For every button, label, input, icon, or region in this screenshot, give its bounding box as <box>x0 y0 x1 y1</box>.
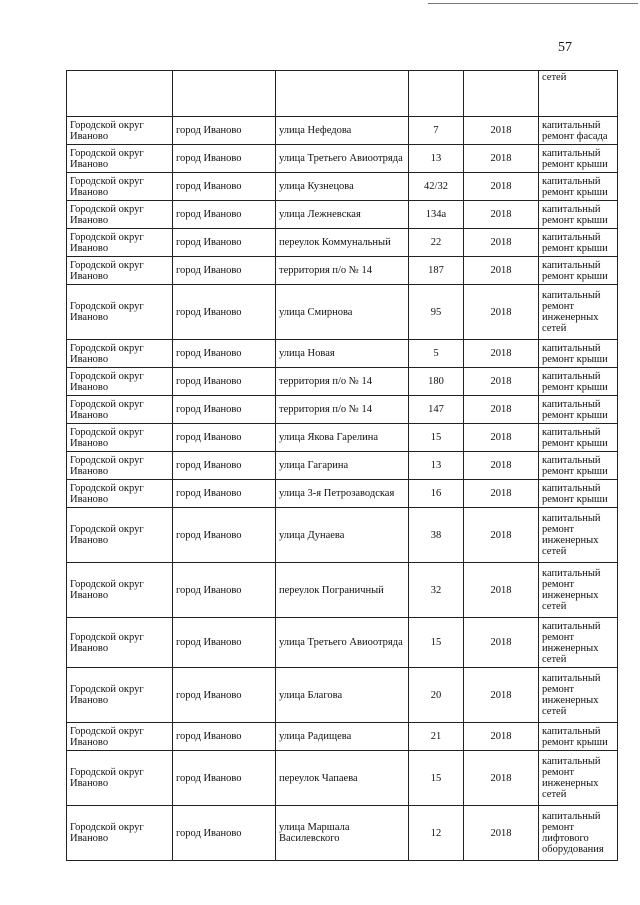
page-number: 57 <box>558 40 572 55</box>
cell-okrug: Городской округ Иваново <box>67 257 173 285</box>
cell-year: 2018 <box>464 668 539 723</box>
cell-work: капитальный ремонт крыши <box>539 201 618 229</box>
cell-street: улица Гагарина <box>276 452 409 480</box>
cell-street: переулок Чапаева <box>276 751 409 806</box>
continuation-cell: сетей <box>539 71 618 117</box>
cell-okrug: Городской округ Иваново <box>67 618 173 668</box>
cell-city: город Иваново <box>173 145 276 173</box>
table-row <box>67 368 618 396</box>
cell-house: 16 <box>409 480 464 508</box>
cell-work: капитальный ремонт лифтового оборудования <box>539 806 618 861</box>
cell-street: улица Благова <box>276 668 409 723</box>
cell-year: 2018 <box>464 751 539 806</box>
cell-city: город Иваново <box>173 229 276 257</box>
table-row <box>67 257 618 285</box>
cell-house: 15 <box>409 424 464 452</box>
table-row <box>67 145 618 173</box>
cell-city: город Иваново <box>173 257 276 285</box>
cell-year: 2018 <box>464 480 539 508</box>
cell-city: город Иваново <box>173 751 276 806</box>
cell-house: 38 <box>409 508 464 563</box>
cell-house: 12 <box>409 806 464 861</box>
top-rule <box>428 3 638 4</box>
cell-okrug: Городской округ Иваново <box>67 396 173 424</box>
cell-work: капитальный ремонт инженерных сетей <box>539 618 618 668</box>
cell-house: 147 <box>409 396 464 424</box>
cell-street: улица Смирнова <box>276 285 409 340</box>
cell-city: город Иваново <box>173 806 276 861</box>
table-row <box>67 173 618 201</box>
table-row <box>67 806 618 861</box>
cell-work: капитальный ремонт крыши <box>539 173 618 201</box>
cell-year: 2018 <box>464 618 539 668</box>
cell-work: капитальный ремонт крыши <box>539 452 618 480</box>
cell-okrug: Городской округ Иваново <box>67 340 173 368</box>
cell-street: улица Третьего Авиоотряда <box>276 145 409 173</box>
cell-okrug: Городской округ Иваново <box>67 424 173 452</box>
cell-okrug: Городской округ Иваново <box>67 563 173 618</box>
cell-house: 13 <box>409 145 464 173</box>
cell-street: улица Лежневская <box>276 201 409 229</box>
cell-year: 2018 <box>464 424 539 452</box>
cell-okrug: Городской округ Иваново <box>67 201 173 229</box>
cell-year: 2018 <box>464 396 539 424</box>
cell-city: город Иваново <box>173 452 276 480</box>
cell-work: капитальный ремонт крыши <box>539 368 618 396</box>
cell-okrug: Городской округ Иваново <box>67 723 173 751</box>
cell-house: 5 <box>409 340 464 368</box>
cell-year: 2018 <box>464 452 539 480</box>
table-continuation-row <box>67 71 618 117</box>
cell-work: капитальный ремонт крыши <box>539 424 618 452</box>
cell-house: 32 <box>409 563 464 618</box>
cell-work: капитальный ремонт крыши <box>539 396 618 424</box>
table-row <box>67 480 618 508</box>
cell-house: 7 <box>409 117 464 145</box>
cell-city: город Иваново <box>173 618 276 668</box>
cell-house: 20 <box>409 668 464 723</box>
table-row <box>67 723 618 751</box>
table-row <box>67 452 618 480</box>
table-row <box>67 285 618 340</box>
cell-city: город Иваново <box>173 368 276 396</box>
cell-street: улица Маршала Василевского <box>276 806 409 861</box>
cell-okrug: Городской округ Иваново <box>67 285 173 340</box>
cell-okrug: Городской округ Иваново <box>67 751 173 806</box>
table-row <box>67 618 618 668</box>
cell-year: 2018 <box>464 723 539 751</box>
cell-year: 2018 <box>464 229 539 257</box>
table-row <box>67 424 618 452</box>
cell-work: капитальный ремонт крыши <box>539 480 618 508</box>
registry-table <box>66 70 618 861</box>
cell-street: переулок Пограничный <box>276 563 409 618</box>
cell-street: улица Новая <box>276 340 409 368</box>
table-row <box>67 396 618 424</box>
cell-okrug: Городской округ Иваново <box>67 173 173 201</box>
cell-year: 2018 <box>464 173 539 201</box>
cell-work: капитальный ремонт крыши <box>539 229 618 257</box>
table-row <box>67 340 618 368</box>
cell-work: капитальный ремонт инженерных сетей <box>539 285 618 340</box>
cell-house: 15 <box>409 618 464 668</box>
cell-city: город Иваново <box>173 396 276 424</box>
cell-street: улица Нефедова <box>276 117 409 145</box>
cell-city: город Иваново <box>173 173 276 201</box>
cell-city: город Иваново <box>173 117 276 145</box>
cell-work: капитальный ремонт крыши <box>539 257 618 285</box>
table-row <box>67 751 618 806</box>
cell-city: город Иваново <box>173 285 276 340</box>
cell-year: 2018 <box>464 117 539 145</box>
cell-okrug: Городской округ Иваново <box>67 806 173 861</box>
cell-city: город Иваново <box>173 424 276 452</box>
cell-year: 2018 <box>464 508 539 563</box>
cell-city: город Иваново <box>173 508 276 563</box>
cell-house: 95 <box>409 285 464 340</box>
cell-okrug: Городской округ Иваново <box>67 668 173 723</box>
cell-street: улица Дунаева <box>276 508 409 563</box>
cell-year: 2018 <box>464 145 539 173</box>
cell-street: переулок Коммунальный <box>276 229 409 257</box>
cell-year: 2018 <box>464 340 539 368</box>
cell-city: город Иваново <box>173 563 276 618</box>
cell-year: 2018 <box>464 563 539 618</box>
cell-house: 15 <box>409 751 464 806</box>
cell-work: капитальный ремонт крыши <box>539 340 618 368</box>
table-row <box>67 508 618 563</box>
cell-okrug: Городской округ Иваново <box>67 368 173 396</box>
cell-city: город Иваново <box>173 201 276 229</box>
cell-work: капитальный ремонт инженерных сетей <box>539 668 618 723</box>
cell-house: 134а <box>409 201 464 229</box>
table-row <box>67 201 618 229</box>
cell-okrug: Городской округ Иваново <box>67 117 173 145</box>
cell-street: территория п/о № 14 <box>276 257 409 285</box>
cell-house: 21 <box>409 723 464 751</box>
table-row <box>67 668 618 723</box>
cell-okrug: Городской округ Иваново <box>67 480 173 508</box>
cell-work: капитальный ремонт крыши <box>539 723 618 751</box>
cell-city: город Иваново <box>173 723 276 751</box>
cell-work: капитальный ремонт крыши <box>539 145 618 173</box>
cell-street: улица Третьего Авиоотряда <box>276 618 409 668</box>
cell-house: 42/32 <box>409 173 464 201</box>
table-row <box>67 563 618 618</box>
cell-house: 187 <box>409 257 464 285</box>
cell-city: город Иваново <box>173 340 276 368</box>
cell-street: улица Радищева <box>276 723 409 751</box>
cell-year: 2018 <box>464 257 539 285</box>
cell-house: 13 <box>409 452 464 480</box>
cell-work: капитальный ремонт инженерных сетей <box>539 563 618 618</box>
cell-house: 22 <box>409 229 464 257</box>
cell-year: 2018 <box>464 285 539 340</box>
cell-street: улица 3-я Петрозаводская <box>276 480 409 508</box>
table-row <box>67 229 618 257</box>
cell-year: 2018 <box>464 806 539 861</box>
cell-street: территория п/о № 14 <box>276 368 409 396</box>
cell-work: капитальный ремонт инженерных сетей <box>539 508 618 563</box>
cell-street: улица Якова Гарелина <box>276 424 409 452</box>
cell-okrug: Городской округ Иваново <box>67 508 173 563</box>
cell-work: капитальный ремонт инженерных сетей <box>539 751 618 806</box>
cell-street: улица Кузнецова <box>276 173 409 201</box>
table-row <box>67 117 618 145</box>
cell-year: 2018 <box>464 201 539 229</box>
cell-okrug: Городской округ Иваново <box>67 452 173 480</box>
cell-work: капитальный ремонт фасада <box>539 117 618 145</box>
cell-okrug: Городской округ Иваново <box>67 145 173 173</box>
cell-street: территория п/о № 14 <box>276 396 409 424</box>
cell-okrug: Городской округ Иваново <box>67 229 173 257</box>
cell-house: 180 <box>409 368 464 396</box>
cell-year: 2018 <box>464 368 539 396</box>
cell-city: город Иваново <box>173 668 276 723</box>
cell-city: город Иваново <box>173 480 276 508</box>
